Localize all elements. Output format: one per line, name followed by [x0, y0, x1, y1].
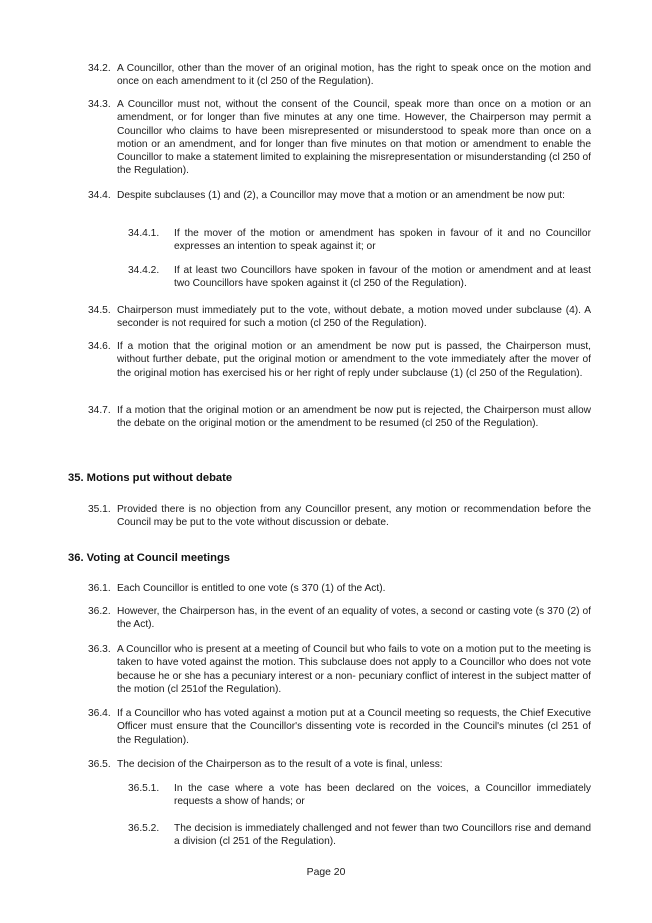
clause-34-7	[88, 404, 591, 431]
clause-text: A Councillor, other than the mover of an original motion, has the right to speak once on the motion and once on each amendment to it (cl 250 of the Regulation).	[117, 63, 591, 88]
clause-number: 36.2.	[88, 606, 111, 617]
subclause-text: If at least two Councillors have spoken in favour of the motion or amendment and at least two Councillors have spoken against it (cl 250 of the Regulation).	[174, 265, 591, 290]
subclause-36-5-2	[128, 822, 591, 849]
subclause-number: 36.5.1.	[128, 783, 160, 794]
section-heading-35: 35. Motions put without debate	[68, 472, 233, 484]
clause-text: Provided there is no objection from any Councillor present, any motion or recommendation before the Council may be put to the vote without discussion or debate.	[117, 504, 591, 529]
clause-number: 34.4.	[88, 190, 111, 201]
clause-number: 36.1.	[88, 583, 111, 594]
clause-number: 35.1.	[88, 504, 111, 515]
subclause-text: In the case where a vote has been declared on the voices, a Councillor immediately requests a show of hands; or	[174, 783, 591, 808]
clause-number: 34.3.	[88, 99, 111, 110]
clause-number: 34.7.	[88, 405, 111, 416]
clause-number: 36.4.	[88, 708, 111, 719]
clause-text: If a Councillor who has voted against a motion put at a Council meeting so requests, the Chief Executive Officer must ensure that the Councillor's dissenting vote is recorded in the Council's minutes (cl 251 of the Regulation).	[117, 708, 591, 746]
clause-36-1	[88, 582, 591, 595]
clause-text: The decision of the Chairperson as to the result of a vote is final, unless:	[117, 759, 443, 770]
subclause-number: 34.4.1.	[128, 228, 160, 239]
clause-text: Chairperson must immediately put to the vote, without debate, a motion moved under subclause (4). A seconder is not required for such a motion (cl 250 of the Regulation).	[117, 305, 591, 330]
clause-34-4	[88, 189, 591, 202]
clause-number: 34.2.	[88, 63, 111, 74]
subclause-36-5-1	[128, 782, 591, 809]
clause-text: A Councillor must not, without the consent of the Council, speak more than once on a motion or an amendment, or for longer than five minutes at any one time. However, the Chairperson may permit a Councillor who claims to have been misrepresented or misunderstood to speak more than once on a motion or an amendment, and for longer than five minutes on that motion or amendment to enable the Councillor to make a statement limited to explaining the misrepresentation or misunderstanding (cl 250 of the Regulation).	[117, 99, 591, 177]
clause-text: If a motion that the original motion or an amendment be now put is passed, the Chairperson must, without further debate, put the original motion or amendment to the vote immediately after the mover of the original motion has exercised his or her right of reply under subclause (1) (cl 250 of the Regulation).	[117, 341, 591, 379]
clause-36-5	[88, 758, 591, 771]
clause-34-5	[88, 304, 591, 331]
clause-number: 36.3.	[88, 644, 111, 655]
subclause-number: 34.4.2.	[128, 265, 160, 276]
clause-34-2	[88, 62, 591, 89]
clause-number: 36.5.	[88, 759, 111, 770]
section-heading-36: 36. Voting at Council meetings	[68, 552, 231, 564]
clause-36-2	[88, 605, 591, 632]
clause-36-4	[88, 707, 591, 747]
clause-35-1	[88, 503, 591, 530]
subclause-text: The decision is immediately challenged and not fewer than two Councillors rise and demand a division (cl 251 of the Regulation).	[174, 823, 591, 848]
subclause-34-4-1	[128, 227, 591, 254]
clause-36-3	[88, 643, 591, 696]
clause-text: Despite subclauses (1) and (2), a Councillor may move that a motion or an amendment be now put:	[117, 190, 565, 201]
clause-34-3	[88, 98, 591, 178]
clause-number: 34.6.	[88, 341, 111, 352]
clause-text: Each Councillor is entitled to one vote (s 370 (1) of the Act).	[117, 583, 386, 594]
clause-text: However, the Chairperson has, in the event of an equality of votes, a second or casting vote (s 370 (2) of the Act).	[117, 606, 591, 631]
subclause-number: 36.5.2.	[128, 823, 160, 834]
subclause-34-4-2	[128, 264, 591, 291]
clause-34-6	[88, 340, 591, 380]
clause-text: If a motion that the original motion or an amendment be now put is rejected, the Chairperson must allow the debate on the original motion or the amendment to be resumed (cl 250 of the Regulation).	[117, 405, 591, 430]
subclause-text: If the mover of the motion or amendment has spoken in favour of it and no Councillor expresses an intention to speak against it; or	[174, 228, 591, 253]
page-number: Page 20	[306, 867, 346, 878]
clause-number: 34.5.	[88, 305, 111, 316]
clause-text: A Councillor who is present at a meeting of Council but who fails to vote on a motion put to the meeting is taken to have voted against the motion. This subclause does not apply to a Councillor who does not vote because he or she has a pecuniary interest or a non- pecuniary conflict of interest in the subject matter of the motion (cl 251of the Regulation).	[117, 644, 591, 695]
